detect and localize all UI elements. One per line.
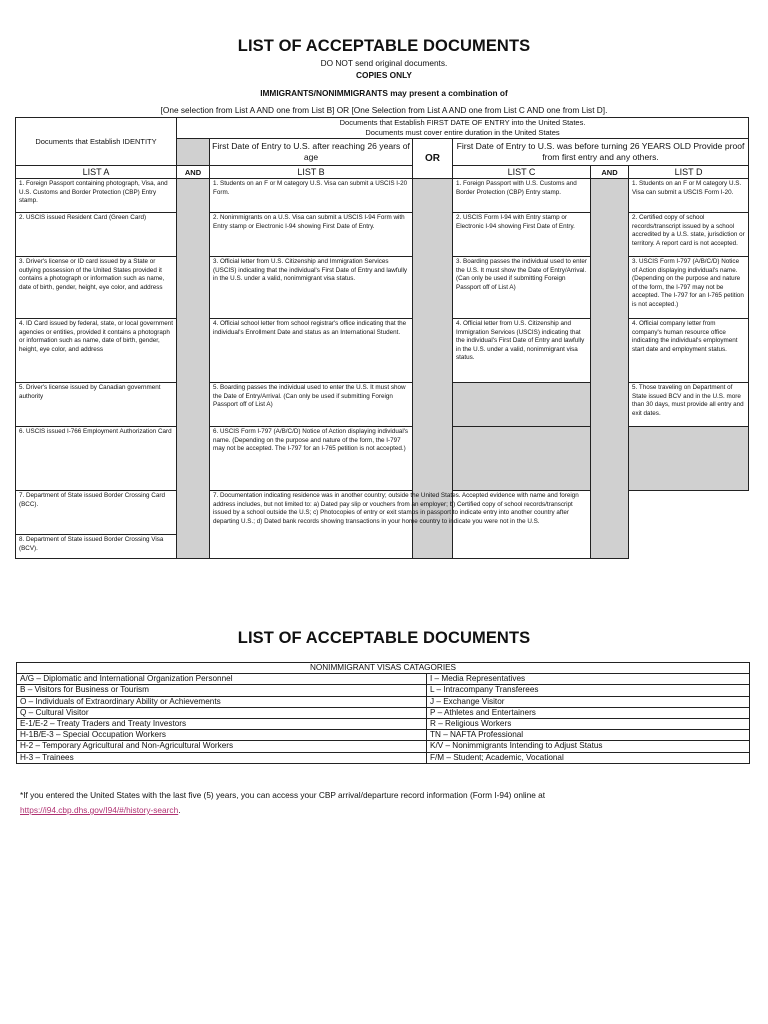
- footnote-link-line: [20, 803, 545, 818]
- page-title: LIST OF ACCEPTABLE DOCUMENTS: [237, 37, 531, 55]
- list-b-item-6: 6. USCIS Form I-797 (A/B/C/D) Notice of Action displaying individual's name. (Depending on the purpose and nature of the form, the I-797 may not be accepted. The I-797 for an I-765 petition is not accepted.): [210, 427, 413, 491]
- visa-table-header: NONIMMIGRANT VISAS CATAGORIES: [17, 663, 750, 674]
- list-b-subheader: First Date of Entry to U.S. after reaching 26 years of age: [210, 139, 413, 166]
- entry-date-header: Documents that Establish FIRST DATE OF ENTRY into the United States. Documents must cover entire duration in the United States: [177, 118, 749, 139]
- visa-category: O – Individuals of Extraordinary Ability or Achievements: [17, 696, 427, 707]
- visa-category: B – Visitors for Business or Tourism: [17, 685, 427, 696]
- list-c-item-1: 1. Foreign Passport with U.S. Customs and Border Protection (CBP) Entry stamp.: [453, 179, 591, 213]
- list-a-item-7: 7. Department of State issued Border Crossing Card (BCC).: [16, 491, 177, 535]
- list-a-item-1: 1. Foreign Passport containing photograph, Visa, and U.S. Customs and Border Protection (CBP) Entry stamp.: [16, 179, 177, 213]
- and-label-2: AND: [591, 166, 629, 179]
- footnote: [20, 788, 545, 818]
- list-a-header: LIST A: [16, 166, 177, 179]
- list-d-item-3: 3. USCIS Form I-797 (A/B/C/D) Notice of Action displaying individual's name. (Depending on the purpose and nature of the form, the I-797 may not be accepted. The I-797 for an I-765 petition is not accepted.): [629, 257, 749, 319]
- visa-category: K/V – Nonimmigrants Intending to Adjust Status: [427, 741, 750, 752]
- visa-categories-table: [16, 662, 750, 764]
- list-cd-subheader: First Date of Entry to U.S. was before turning 26 YEARS OLD Provide proof from first entry and any others.: [453, 139, 749, 166]
- visa-category: F/M – Student; Academic, Vocational: [427, 752, 750, 763]
- visa-category: Q – Cultural Visitor: [17, 707, 427, 718]
- list-d-header: LIST D: [629, 166, 749, 179]
- list-a-item-2: 2. USCIS issued Resident Card (Green Card): [16, 213, 177, 257]
- list-c-header: LIST C: [453, 166, 591, 179]
- instruction-originals: DO NOT send original documents.: [320, 58, 448, 68]
- visa-category: L – Intracompany Transferees: [427, 685, 750, 696]
- identity-header: Documents that Establish IDENTITY: [16, 118, 177, 166]
- list-d-item-1: 1. Students on an F or M category U.S. Visa can submit a USCIS Form I-20.: [629, 179, 749, 213]
- list-b-item-2: 2. Nonimmigrants on a U.S. Visa can submit a USCIS I-94 Form with Entry stamp or Electronic I-94 showing First Date of Entry.: [210, 213, 413, 257]
- and-label-1: AND: [177, 166, 210, 179]
- list-a-item-6: 6. USCIS issued I-766 Employment Authorization Card: [16, 427, 177, 491]
- instruction-combination: IMMIGRANTS/NONIMMIGRANTS may present a combination of: [260, 88, 508, 98]
- visa-category: R – Religious Workers: [427, 719, 750, 730]
- visa-category: H-2 – Temporary Agricultural and Non-Agricultural Workers: [17, 741, 427, 752]
- visa-category: E-1/E-2 – Treaty Traders and Treaty Investors: [17, 719, 427, 730]
- or-label: OR: [413, 139, 453, 179]
- visa-category: I – Media Representatives: [427, 674, 750, 685]
- list-b-item-4: 4. Official school letter from school registrar's office indicating that the individual's Enrollment Date and status as an International Student.: [210, 319, 413, 383]
- list-b-header: LIST B: [210, 166, 413, 179]
- visa-category: H-3 – Trainees: [17, 752, 427, 763]
- i94-history-link[interactable]: https://i94.cbp.dhs.gov/I94/#/history-search: [20, 805, 179, 815]
- list-b-item-3: 3. Official letter from U.S. Citizenship and Immigration Services (USCIS) indicating that the individual's First Date of Entry and lawfully in the U.S. under a valid, nonimmigrant visa status.: [210, 257, 413, 319]
- list-b-item-1: 1. Students on an F or M category U.S. Visa can submit a USCIS I-20 Form.: [210, 179, 413, 213]
- visas-title: LIST OF ACCEPTABLE DOCUMENTS: [237, 629, 531, 647]
- visa-category: A/G – Diplomatic and International Organization Personnel: [17, 674, 427, 685]
- list-a-item-5: 5. Driver's license issued by Canadian government authority: [16, 383, 177, 427]
- visa-category: J – Exchange Visitor: [427, 696, 750, 707]
- footnote-text: *If you entered the United States with the last five (5) years, you can access your CBP arrival/departure record information (Form I-94) online at: [20, 790, 546, 800]
- documents-table: [15, 117, 749, 559]
- list-b-item-5: 5. Boarding passes the individual used to enter the U.S. It must show the Date of Entry/Arrival. (Can only be used if submitting Foreign Passport off of List A): [210, 383, 413, 427]
- visa-category: H-1B/E-3 – Special Occupation Workers: [17, 730, 427, 741]
- list-a-item-4: 4. ID Card issued by federal, state, or local government agencies or entities, provided it contains a photograph or information such as name, date of birth, gender, height, eye color, and address: [16, 319, 177, 383]
- footnote-end: .: [178, 805, 181, 815]
- list-c-item-3: 3. Boarding passes the individual used to enter the U.S. It must show the Date of Entry/Arrival. (Can only be used if submitting Foreign Passport off of List A): [453, 257, 591, 319]
- list-c-item-4: 4. Official letter from U.S. Citizenship and Immigration Services (USCIS) indicating that the individual's First Date of Entry and lawfully in the U.S. under a valid, nonimmigrant visa status.: [453, 319, 591, 383]
- list-d-item-2: 2. Certified copy of school records/transcript issued by a school accredited by a U.S. state, jurisdiction or territory. A report card is not accepted.: [629, 213, 749, 257]
- list-b-item-7: 7. Documentation indicating residence was in another country; outside the United States. Accepted evidence with name and foreign address includes, but not limited to: a) Dated pay slip or vouchers from an employer; b) Certified copy of school records/transcript issued by a school outside the U.S; c) Photocopies of entry or exit stamps in passport to indicate entry into another country after departing U.S.; d) Dated bank records showing transactions in your home country to indicate you were not in the U.S.: [210, 491, 591, 559]
- visa-category: P – Athletes and Entertainers: [427, 707, 750, 718]
- list-a-item-8: 8. Department of State issued Border Crossing Visa (BCV).: [16, 535, 177, 559]
- list-a-item-3: 3. Driver's license or ID card issued by a State or outlying possession of the United States provided it contains a photograph or information such as name, date of birth, gender, height, eye color, and address: [16, 257, 177, 319]
- list-d-item-4: 4. Official company letter from company's human resource office indicating the individual's employment start date and employment status.: [629, 319, 749, 383]
- visa-category: TN – NAFTA Professional: [427, 730, 750, 741]
- list-c-item-2: 2. USCIS Form I-94 with Entry stamp or Electronic I-94 showing First Date of Entry.: [453, 213, 591, 257]
- instruction-copies: COPIES ONLY: [356, 70, 412, 80]
- instruction-selection: [One selection from List A AND one from List B] OR [One Selection from List A AND one from List C AND one from List D].: [160, 105, 608, 115]
- list-d-item-5: 5. Those traveling on Department of State issued BCV and in the U.S. more than 30 days, must provide all entry and exit dates.: [629, 383, 749, 427]
